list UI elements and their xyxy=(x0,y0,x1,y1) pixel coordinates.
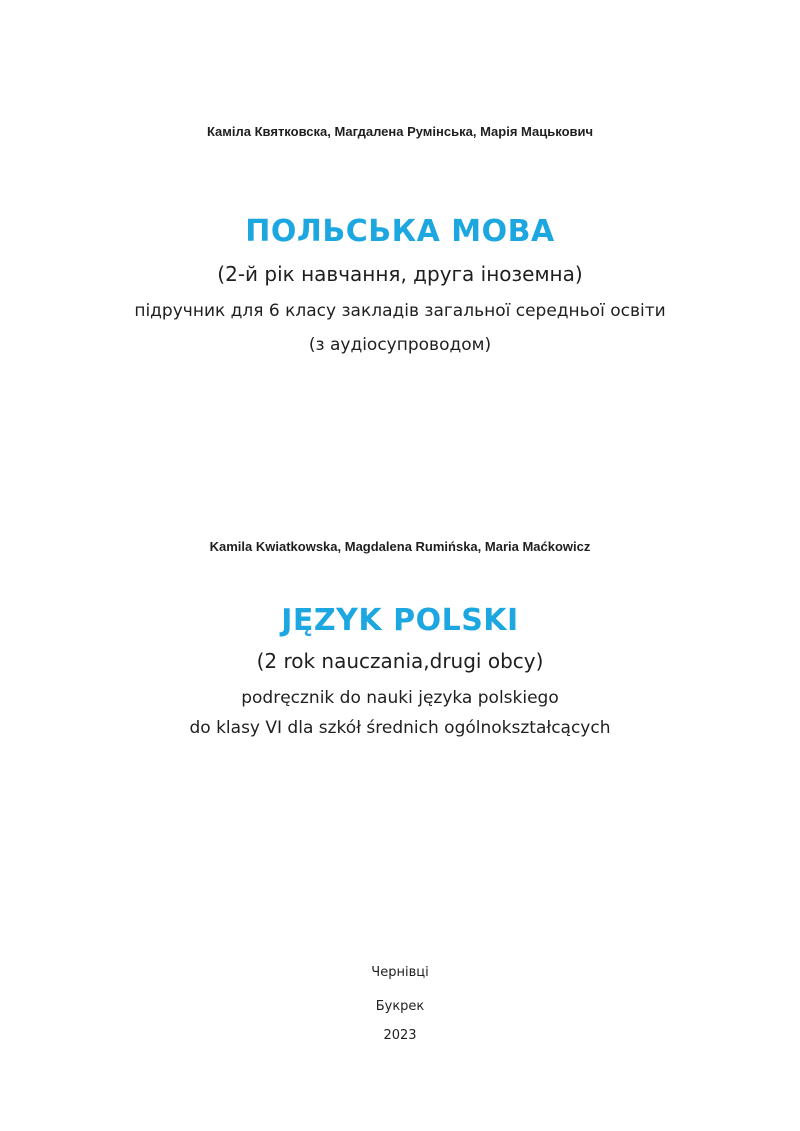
polish-subtitle: (2 rok nauczania,drugi obcy) xyxy=(256,649,544,673)
polish-authors: Kamila Kwiatkowska, Magdalena Rumińska, Maria Maćkowicz xyxy=(209,539,591,554)
polish-description-line-2: do klasy VI dla szkół średnich ogólnokształcących xyxy=(189,718,611,738)
imprint-city: Чернівці xyxy=(371,965,429,980)
ukrainian-description-line-1: підручник для 6 класу закладів загальної середньої освіти xyxy=(134,301,666,321)
imprint-year: 2023 xyxy=(383,1028,417,1043)
ukrainian-title: ПОЛЬСЬКА МОВА xyxy=(245,214,555,249)
ukrainian-authors: Каміла Квятковска, Магдалена Румінська, Марія Мацькович xyxy=(206,124,594,139)
polish-description-line-1: podręcznik do nauki języka polskiego xyxy=(241,688,559,708)
imprint-publisher: Букрек xyxy=(375,999,425,1014)
ukrainian-description-line-2: (з аудіосупроводом) xyxy=(308,335,492,355)
ukrainian-subtitle: (2-й рік навчання, друга іноземна) xyxy=(217,262,583,286)
polish-title: JĘZYK POLSKI xyxy=(281,603,519,638)
